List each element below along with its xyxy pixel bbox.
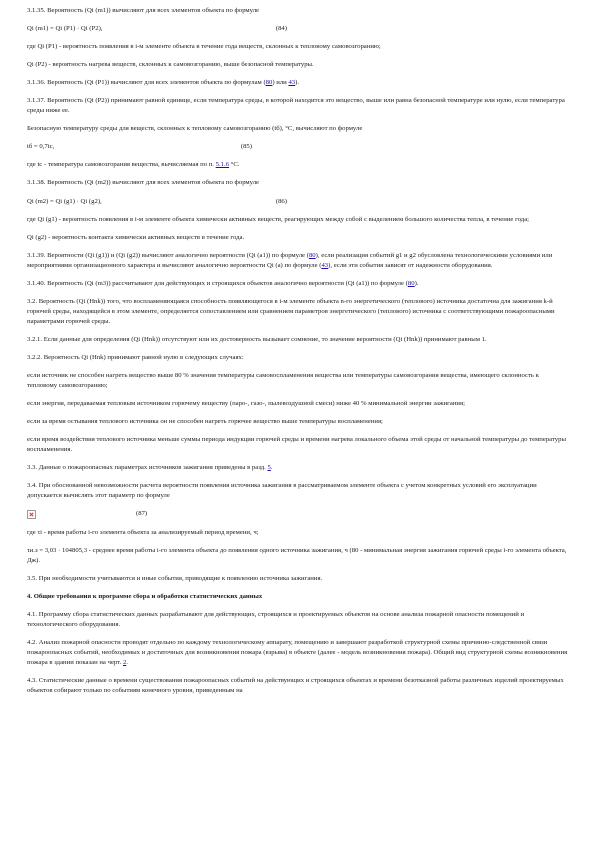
link-section-5[interactable]: 5 <box>267 464 271 472</box>
formula-84-number: (84) <box>275 25 287 33</box>
text-fragment: ), если реализация событий g1 и g2 обусловлена технологическими условиями или мероприятиями организационного характера и вычисляют аналогично вероятности Qi (a) по формуле ( <box>27 251 553 269</box>
paragraph-3-1-35: 3.1.35. Вероятность (Qi (m1)) вычисляют для всех элементов объекта по формуле <box>27 7 260 14</box>
formula-87-number: (87) <box>136 510 148 518</box>
link-formula-80[interactable]: 80 <box>407 279 415 287</box>
paragraph-3-2-2: 3.2.2. Вероятность Qi (Hnk) принимают равной нулю в следующих случаях: <box>27 353 244 361</box>
formula-85-number: (85) <box>240 143 252 151</box>
formula-86-number: (86) <box>275 197 287 205</box>
text-fragment: 3.1.36. Вероятность (Qi (P1)) вычисляют для всех элементов объекта по формулам ( <box>27 79 266 87</box>
paragraph-3-1-36 <box>27 78 568 88</box>
paragraph-safe-temperature: Безопасную температуру среды для веществ, склонных к тепловому самовозгоранию (tб), °С, вычисляют по формуле <box>27 125 363 133</box>
text-fragment: 3.1.39. Вероятности (Qi (g1)) и (Qi (g2)) вычисляют аналогично вероятности (Qi (a1)) по формуле ( <box>27 251 309 259</box>
section-heading-4: 4. Общие требования к программе сбора и обработки статистических данных <box>27 592 263 600</box>
link-section-5-1-6[interactable]: 5.1.6 <box>215 161 230 169</box>
link-formula-80[interactable]: 80 <box>308 251 316 259</box>
paragraph-case-4: если время воздействия теплового источника меньше суммы периода индукции горючей среды и времени нагрева локального объема этой среды от начальной температуры до температуры воспламенения. <box>27 436 566 454</box>
text-fragment: 3.3. Данные о пожароопасных параметрах источников зажигания приведены в разд. <box>27 464 268 472</box>
paragraph-3-1-40 <box>27 279 568 289</box>
paragraph-case-1: если источник не способен нагреть вещество выше 80 % значения температуры самовоспламенения вещества или температуры самовозгорания вещества, имеющего склонность к тепловому самовозгоранию; <box>27 372 539 390</box>
paragraph-3-1-37: 3.1.37. Вероятность (Qi (P2)) принимают равной единице, если температура среды, в которой находится это вещество, выше или равна безопасной температуре или нулю, если температура среды ниже ее. <box>27 97 565 115</box>
paragraph-3-2: 3.2. Вероятность (Qi (Hnk)) того, что воспламеняющаяся способность появляющегося в i-м элементе объекта n-го энергетического (теплового) источника достаточна для зажигания k-й горючей среды, находящейся в этом элементе, определяется сопоставлением или сравнением параметров энергетического (теплового) источника с соответствующими пожароопасными параметрами горючей среды. <box>27 297 555 325</box>
paragraph-3-1-38: 3.1.38. Вероятность (Qi (m2)) вычисляют для всех элементов объекта по формуле <box>27 179 260 187</box>
paragraph-g2-definition: Qi (g2) - вероятность контакта химически активных веществ в течение года. <box>27 233 245 241</box>
paragraph-3-3 <box>27 463 568 473</box>
paragraph-4-3: 4.3. Статистические данные о времени существования пожароопасных событий на действующих и строящихся объектах и времени безотказной работы различных изделий проектируемых объектов собирают только по событиям конечного уровня, приведенным на <box>27 676 564 695</box>
paragraph-g1-definition: где Qi (g1) - вероятность появления в i-м элементе объекта химически активных веществ, реагирующих между собой с выделением большого количества тепла, в течение года; <box>27 215 530 223</box>
formula-85-expression: tб = 0,7tc, <box>27 143 55 151</box>
text-fragment: где tc - температура самовозгорания вещества, вычисляемая по п. <box>27 161 216 169</box>
text-fragment: ), если эти события зависят от надежности оборудования. <box>328 261 493 269</box>
formula-84 <box>27 24 287 34</box>
formula-87 <box>27 509 568 519</box>
formula-84-expression: Qi (m1) = Qi (P1) · Qi (P2), <box>27 25 103 33</box>
text-fragment: ). <box>414 279 419 287</box>
text-fragment: 4.2. Анализ пожарной опасности проводят отдельно по каждому технологическому аппарату, помещению и завершают разработкой структурной схемы причинно-следственной связи пожароопасных событий, необходимых и достаточных для возникновения пожара (взрыва) в объекте (далее - модель возникновения пожара). Общий вид структурной схемы возникновения пожара в здании показан на черт. <box>27 638 568 666</box>
formula-85 <box>27 142 252 152</box>
paragraph-p1-definition: где Qi (P1) - вероятность появления в i-м элементе объекта в течение года веществ, склонных к тепловому самовозгоранию; <box>27 43 381 51</box>
paragraph-tc-definition <box>27 160 568 170</box>
paragraph-3-1-39 <box>27 251 568 271</box>
text-fragment: . <box>126 658 128 666</box>
formula-86-expression: Qi (m2) = Qi (g1) · Qi (g2), <box>27 197 102 205</box>
text-fragment: ). <box>295 79 300 87</box>
text-fragment: °С. <box>229 161 240 169</box>
paragraph-3-4: 3.4. При обоснованной невозможности расчета вероятности появления источника зажигания в рассматриваемом элементе объекта с учетом конкретных условий его эксплуатации допускается вычислять этот параметр по формуле <box>27 482 537 500</box>
paragraph-case-2: если энергия, передаваемая тепловым источником горючему веществу (парo-, газо-, пылевоздушной смеси) ниже 40 % минимальной энергии зажигания; <box>27 400 465 408</box>
link-formula-80[interactable]: 80 <box>265 79 273 87</box>
paragraph-4-2 <box>27 638 568 668</box>
formula-86 <box>27 197 287 207</box>
paragraph-case-3: если за время остывания теплового источника он не способен нагреть горючее вещество выше температуры воспламенения; <box>27 418 383 426</box>
link-formula-43[interactable]: 43 <box>321 261 329 269</box>
paragraph-3-5: 3.5. При необходимости учитываются и иные события, приводящие к появлению источника зажигания. <box>27 574 323 582</box>
paragraph-p2-definition: Qi (P2) - вероятность нагрева веществ, склонных к самовозгоранию, выше безопасной температуры. <box>27 61 314 69</box>
paragraph-3-2-1: 3.2.1. Если данные для определения (Qi (Hnk)) отсутствуют или их достоверность вызывает сомнение, то значение вероятности (Qi (Hnk)) принимают равным 1. <box>27 335 487 343</box>
link-formula-43[interactable]: 43 <box>288 79 296 87</box>
text-fragment: . <box>270 464 273 472</box>
text-fragment: 3.1.40. Вероятность (Qi (m3)) рассчитывают для действующих и строящихся объектов аналогично вероятности (Qi (a1)) по формуле ( <box>27 279 408 287</box>
paragraph-4-1: 4.1. Программу сбора статистических данных разрабатывают для действующих, строящихся и проектируемых объектов на основе анализа пожарной опасности помещений и технологического оборудования. <box>27 610 525 628</box>
paragraph-tau-iz-definition: τи.з = 3,03 · 104805,3 - среднее время работы i-го элемента объекта до появления одного источника зажигания, ч (80 - минимальная энергия зажигания горючей среды i-го элемента объекта, Дж). <box>27 546 567 564</box>
paragraph-tau-definition: где τi - время работы i-го элемента объекта за анализируемый период времени, ч; <box>27 528 259 536</box>
link-drawing-2[interactable]: 2 <box>122 658 127 666</box>
text-fragment: ) или <box>272 79 289 87</box>
broken-image-icon <box>27 510 36 519</box>
